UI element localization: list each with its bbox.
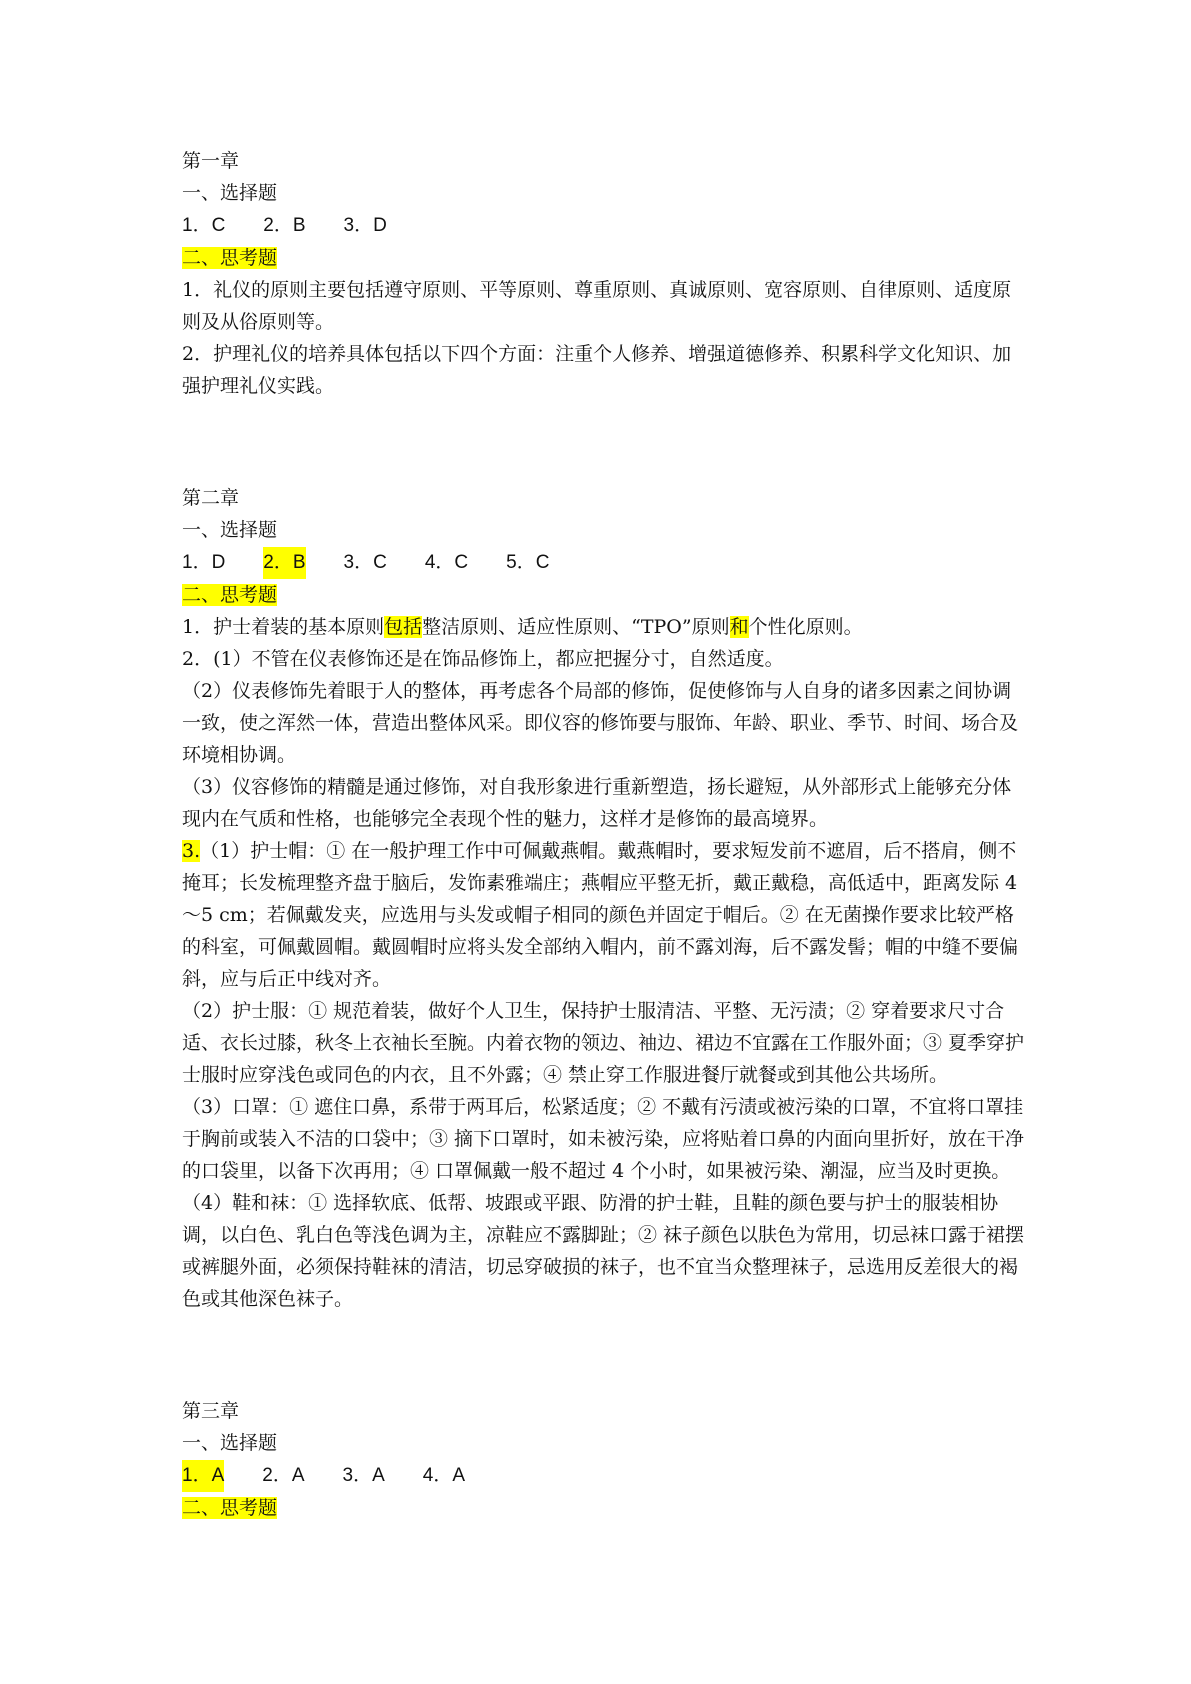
- chapter-3-section-thinking: [182, 1492, 1027, 1524]
- text-run: 1．护士着装的基本原则: [182, 616, 385, 638]
- paragraph: 2．(1）不管在仪表修饰还是在饰品修饰上，都应把握分寸，自然适度。: [182, 648, 784, 670]
- highlight: 二、思考题: [182, 584, 278, 606]
- chapter-1-answers: [182, 209, 1027, 242]
- answer-item: 3．C: [343, 552, 387, 573]
- chapter-1-section-choice: 一、选择题: [182, 182, 278, 204]
- chapter-2-answers: [182, 546, 1027, 579]
- chapter-1-title: 第一章: [182, 150, 240, 172]
- paragraph: （2）仪表修饰先着眼于人的整体，再考虑各个局部的修饰，促使修饰与人自身的诸多因素之间协调一致，使之浑然一体，营造出整体风采。即仪容的修饰要与服饰、年龄、职业、季节、时间、场合及环境相协调。: [182, 680, 1019, 766]
- text-run: 整洁原则、适应性原则、“TPO”原则: [422, 616, 730, 638]
- chapter-3-title: 第三章: [182, 1400, 240, 1422]
- chapter-2-section-choice: 一、选择题: [182, 519, 278, 541]
- highlight: 包括: [384, 616, 423, 638]
- paragraph: [182, 611, 1027, 643]
- text-run: 个性化原则。: [748, 616, 863, 638]
- paragraph: 1．礼仪的原则主要包括遵守原则、平等原则、尊重原则、真诚原则、宽容原则、自律原则、适度原则及从俗原则等。: [182, 279, 1012, 333]
- highlight: 二、思考题: [182, 247, 278, 269]
- answer-item: 4．A: [422, 1465, 465, 1486]
- highlight: 3.: [182, 840, 201, 862]
- text-run: （1）护士帽：① 在一般护理工作中可佩戴燕帽。戴燕帽时，要求短发前不遮眉，后不搭肩，侧不掩耳；长发梳理整齐盘于脑后，发饰素雅端庄；燕帽应平整无折，戴正戴稳，高低适中，距离发际 4～5 cm；若佩戴发夹，应选用与头发或帽子相同的颜色并固定于帽后。② 在无菌操作要求比较严格的科室，可佩戴圆帽。戴圆帽时应将头发全部纳入帽内，前不露刘海，后不露发髻；帽的中缝不要偏斜，应与后正中线对齐。: [182, 840, 1019, 990]
- paragraph: （4）鞋和袜：① 选择软底、低帮、坡跟或平跟、防滑的护士鞋，且鞋的颜色要与护士的服装相协调，以白色、乳白色等浅色调为主，凉鞋应不露脚趾；② 袜子颜色以肤色为常用，切忌袜口露于裙摆或裤腿外面，必须保持鞋袜的清洁，切忌穿破损的袜子，也不宜当众整理袜子，忌选用反差很大的褐色或其他深色袜子。: [182, 1192, 1025, 1310]
- highlight: 二、思考题: [182, 1497, 278, 1519]
- paragraph: [182, 835, 1027, 995]
- answer-item: 3．A: [342, 1465, 385, 1486]
- answer-item: 4．C: [424, 552, 469, 573]
- chapter-2-section-thinking: [182, 579, 1027, 611]
- chapter-1-section-thinking: [182, 242, 1027, 274]
- answer-item: 2．A: [262, 1465, 305, 1486]
- chapter-3-answers: [182, 1459, 1027, 1492]
- paragraph: （2）护士服：① 规范着装，做好个人卫生，保持护士服清洁、平整、无污渍；② 穿着要求尺寸合适、衣长过膝，秋冬上衣袖长至腕。内着衣物的领边、袖边、裙边不宜露在工作服外面；③ 夏季穿护士服时应穿浅色或同色的内衣，且不外露；④ 禁止穿工作服进餐厅就餐或到其他公共场所。: [182, 1000, 1025, 1086]
- chapter-2-title: 第二章: [182, 487, 240, 509]
- answer-item: 5．C: [506, 552, 550, 573]
- answer-item: 3．D: [343, 215, 387, 236]
- spacer: [182, 1315, 1027, 1395]
- answer-item-highlighted: 2．B: [263, 547, 305, 579]
- answer-item: 1．C: [182, 215, 226, 236]
- answer-item: 1．D: [182, 552, 226, 573]
- chapter-3-section-choice: 一、选择题: [182, 1432, 278, 1454]
- answer-item-highlighted: 1．A: [182, 1460, 224, 1492]
- spacer: [182, 402, 1027, 482]
- paragraph: 2．护理礼仪的培养具体包括以下四个方面：注重个人修养、增强道德修养、积累科学文化知识、加强护理礼仪实践。: [182, 343, 1012, 397]
- answer-item: 2．B: [263, 215, 306, 236]
- paragraph: （3）口罩：① 遮住口鼻，系带于两耳后，松紧适度；② 不戴有污渍或被污染的口罩，不宜将口罩挂于胸前或装入不洁的口袋中；③ 摘下口罩时，如未被污染，应将贴着口鼻的内面向里折好，放在干净的口袋里，以备下次再用；④ 口罩佩戴一般不超过 4 个小时，如果被污染、潮湿，应当及时更换。: [182, 1096, 1025, 1182]
- paragraph: （3）仪容修饰的精髓是通过修饰，对自我形象进行重新塑造，扬长避短，从外部形式上能够充分体现内在气质和性格，也能够完全表现个性的魅力，这样才是修饰的最高境界。: [182, 776, 1012, 830]
- highlight: 和: [729, 616, 749, 638]
- document-content: [182, 145, 1027, 1524]
